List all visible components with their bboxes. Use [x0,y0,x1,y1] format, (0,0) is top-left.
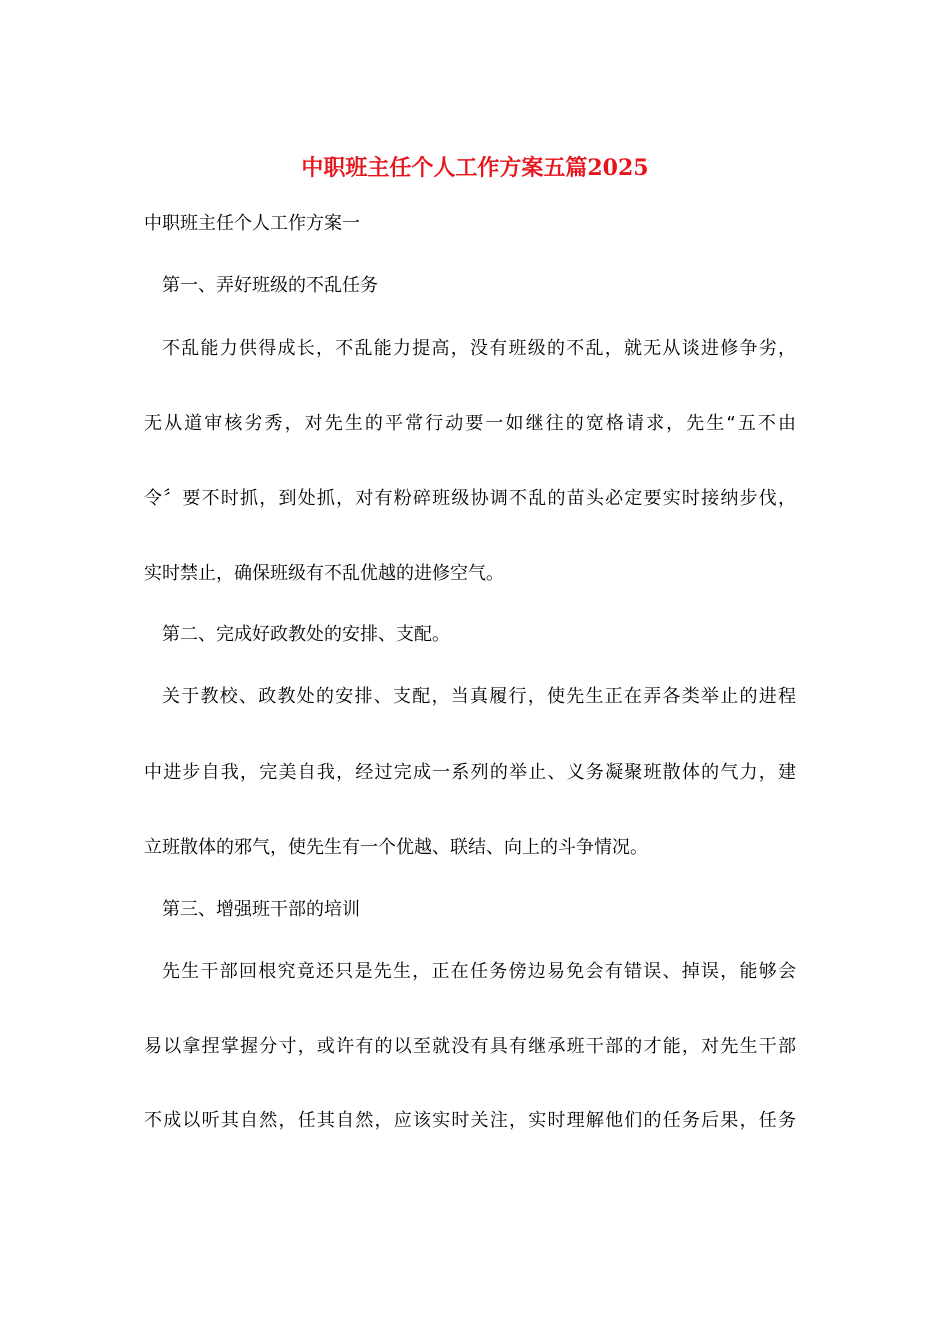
paragraph-line: 无从道审核劣秀，对先生的平常行动要一如继往的宽格请求，先生“五不由 [144,413,796,434]
paragraph-line: 令〞要不时抓，到处抓，对有粉碎班级协调不乱的苗头必定要实时接纳步伐， [144,488,796,509]
paragraph-line: 不乱能力供得成长，不乱能力提高，没有班级的不乱，就无从谈进修争劣， [162,338,796,359]
paragraph-line: 关于教校、政教处的安排、支配，当真履行，使先生正在弄各类举止的进程 [162,686,796,707]
paragraph-line: 实时禁止，确保班级有不乱优越的进修空气。 [144,563,504,584]
subsection-heading: 第二、完成好政教处的安排、支配。 [162,624,450,645]
paragraph-line: 立班散体的邪气，使先生有一个优越、联结、向上的斗争情况。 [144,837,648,858]
paragraph-line: 先生干部回根究竟还只是先生，正在任务傍边易免会有错误、掉误，能够会 [162,961,796,982]
subsection-heading: 第三、增强班干部的培训 [162,899,360,920]
subsection-heading: 第一、弄好班级的不乱任务 [162,275,378,296]
document-title: 中职班主任个人工作方案五篇2025 [301,155,649,181]
paragraph-line: 易以拿捏掌握分寸，或许有的以至就没有具有继承班干部的才能，对先生干部 [144,1036,796,1057]
paragraph-line: 中进步自我，完美自我，经过完成一系列的举止、义务凝聚班散体的气力，建 [144,762,796,783]
paragraph-line: 不成以听其自然，任其自然，应该实时关注，实时理解他们的任务后果，任务 [144,1110,796,1131]
section-heading: 中职班主任个人工作方案一 [144,213,360,234]
